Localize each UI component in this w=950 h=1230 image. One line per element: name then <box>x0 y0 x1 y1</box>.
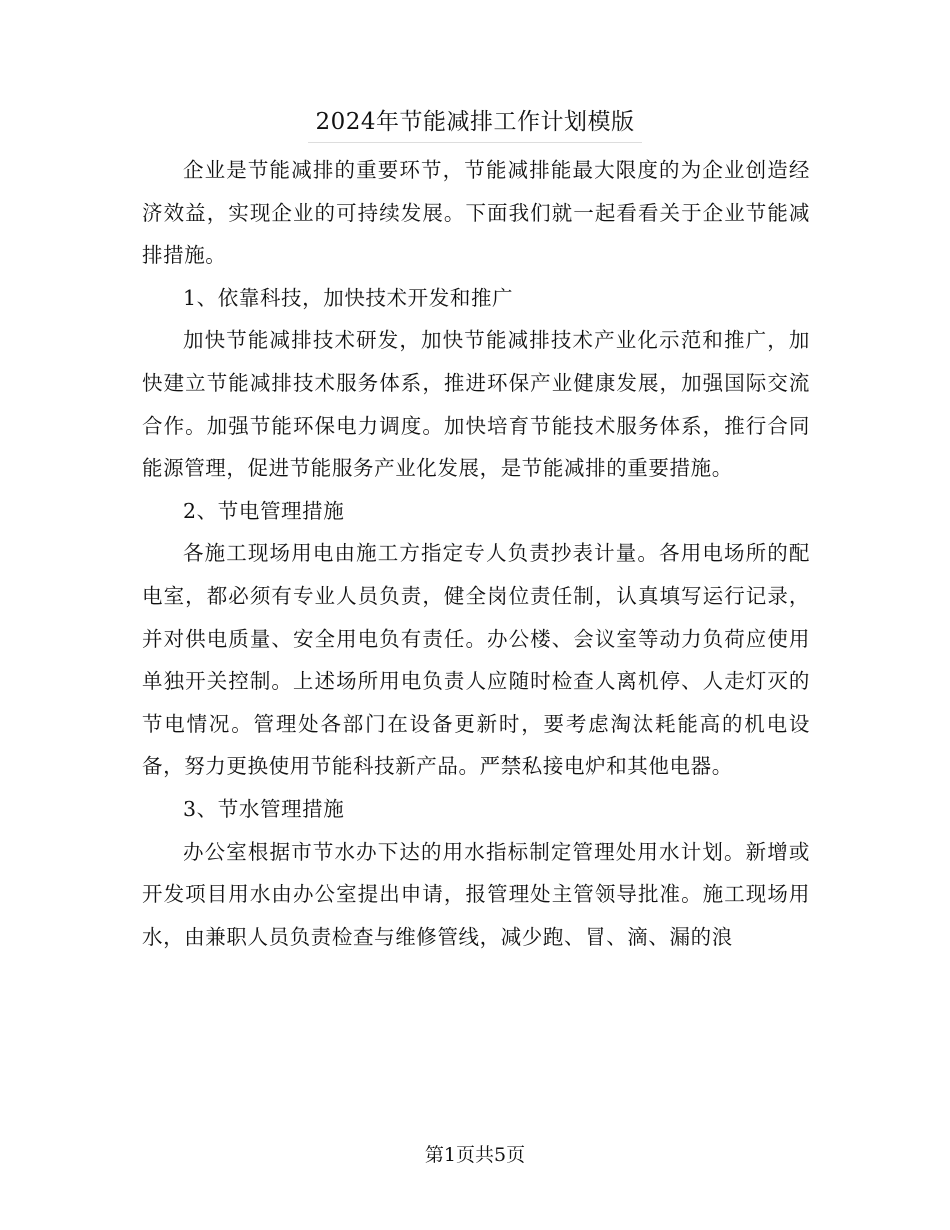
section-heading-2: 2、节电管理措施 <box>183 498 345 523</box>
document-title: 2024年节能减排工作计划模版 <box>315 109 635 135</box>
section-heading-3: 3、节水管理措施 <box>183 796 345 821</box>
page-number-footer: 第1页共5页 <box>424 1144 526 1166</box>
section-paragraph-2: 各施工现场用电由施工方指定专人负责抄表计量。各用电场所的配电室，都必须有专业人员负责，健全岗位责任制，认真填写运行记录，并对供电质量、安全用电负有责任。办公楼、会议室等动力负荷应使用单独开关控制。上述场所用电负责人应随时检查人离机停、人走灯灭的节电情况。管理处各部门在设备更新时，要考虑淘汰耗能高的机电设备，努力更换使用节能科技新产品。严禁私接电炉和其他电器。 <box>142 541 810 779</box>
intro-paragraph: 企业是节能减排的重要环节，节能减排能最大限度的为企业创造经济效益，实现企业的可持续发展。下面我们就一起看看关于企业节能减排措施。 <box>142 158 810 268</box>
title-underline <box>308 142 642 143</box>
section-heading-1: 1、依靠科技，加快技术开发和推广 <box>183 285 514 310</box>
document-body <box>142 149 810 958</box>
section-paragraph-3: 办公室根据市节水办下达的用水指标制定管理处用水计划。新增或开发项目用水由办公室提出申请，报管理处主管领导批准。施工现场用水，由兼职人员负责检查与维修管线，减少跑、冒、滴、漏的浪 <box>142 839 810 949</box>
section-paragraph-1: 加快节能减排技术研发，加快节能减排技术产业化示范和推广，加快建立节能减排技术服务体系，推进环保产业健康发展，加强国际交流合作。加强节能环保电力调度。加快培育节能技术服务体系，推行合同能源管理，促进节能服务产业化发展，是节能减排的重要措施。 <box>142 328 810 481</box>
